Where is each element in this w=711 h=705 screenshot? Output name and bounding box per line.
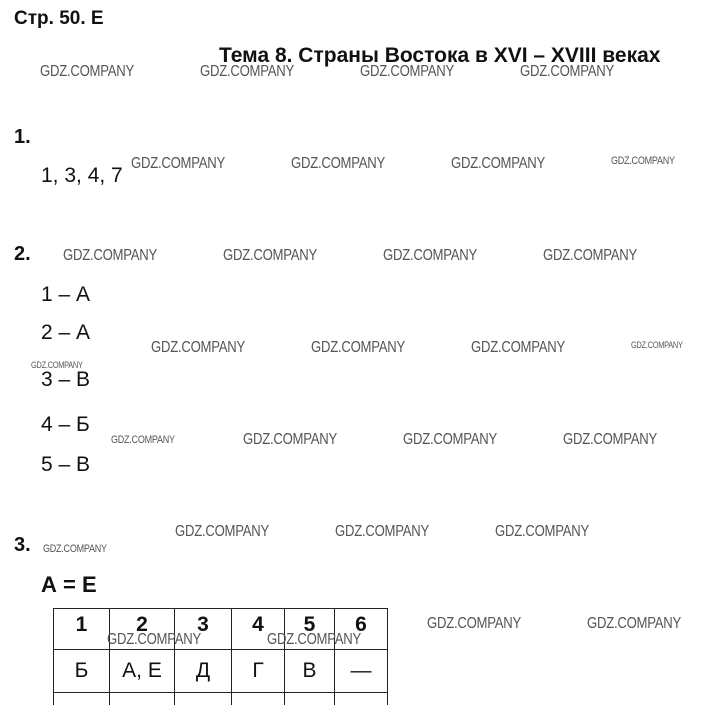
task-2-answer-2: 2 – А: [41, 321, 90, 345]
table-row: [54, 650, 388, 693]
watermark: GDZ.COMPANY: [611, 155, 675, 167]
watermark: GDZ.COMPANY: [63, 247, 157, 265]
watermark: GDZ.COMPANY: [31, 360, 83, 370]
watermark: GDZ.COMPANY: [223, 247, 317, 265]
watermark: GDZ.COMPANY: [131, 155, 225, 173]
table-header-cell: 4: [232, 609, 285, 650]
table-cell: —: [335, 650, 388, 693]
answer-table: [53, 608, 388, 705]
watermark: GDZ.COMPANY: [43, 543, 107, 555]
table-cell: Д: [175, 650, 232, 693]
watermark: GDZ.COMPANY: [471, 339, 565, 357]
task-3-number: 3.: [14, 534, 31, 557]
watermark: GDZ.COMPANY: [40, 63, 134, 81]
task-2-number: 2.: [14, 243, 31, 266]
watermark: GDZ.COMPANY: [151, 339, 245, 357]
watermark: GDZ.COMPANY: [243, 431, 337, 449]
watermark: GDZ.COMPANY: [631, 340, 683, 350]
page-title: Тема 8. Страны Востока в XVI – XVIII веках: [219, 44, 660, 68]
watermark: GDZ.COMPANY: [587, 615, 681, 633]
table-header-cell: 5: [285, 609, 335, 650]
watermark: GDZ.COMPANY: [563, 431, 657, 449]
watermark: GDZ.COMPANY: [495, 523, 589, 541]
watermark: GDZ.COMPANY: [335, 523, 429, 541]
watermark: GDZ.COMPANY: [291, 155, 385, 173]
page-header: Стр. 50. Е: [14, 8, 104, 30]
table-header-cell: 6: [335, 609, 388, 650]
watermark: GDZ.COMPANY: [360, 63, 454, 81]
watermark: GDZ.COMPANY: [107, 631, 201, 649]
watermark: GDZ.COMPANY: [311, 339, 405, 357]
watermark: GDZ.COMPANY: [383, 247, 477, 265]
watermark: GDZ.COMPANY: [267, 631, 361, 649]
watermark: GDZ.COMPANY: [200, 63, 294, 81]
task-3-subtitle: А = Е: [41, 572, 97, 598]
table-header-cell: 3: [175, 609, 232, 650]
watermark: GDZ.COMPANY: [111, 434, 175, 446]
task-2-answer-5: 5 – В: [41, 453, 90, 477]
task-1-answer: 1, 3, 4, 7: [41, 164, 123, 188]
table-header-cell: 2: [110, 609, 175, 650]
task-1-number: 1.: [14, 126, 31, 149]
watermark: GDZ.COMPANY: [451, 155, 545, 173]
task-2-answer-3: 3 – В: [41, 368, 90, 392]
table-cell: Б: [54, 650, 110, 693]
watermark: GDZ.COMPANY: [543, 247, 637, 265]
watermark: GDZ.COMPANY: [175, 523, 269, 541]
task-2-answer-4: 4 – Б: [41, 413, 90, 437]
table-cell: А, Е: [110, 650, 175, 693]
table-header-cell: 1: [54, 609, 110, 650]
table-cell: В: [285, 650, 335, 693]
table-cell: Г: [232, 650, 285, 693]
watermark: GDZ.COMPANY: [427, 615, 521, 633]
watermark: GDZ.COMPANY: [520, 63, 614, 81]
task-2-answer-1: 1 – А: [41, 283, 90, 307]
watermark: GDZ.COMPANY: [403, 431, 497, 449]
